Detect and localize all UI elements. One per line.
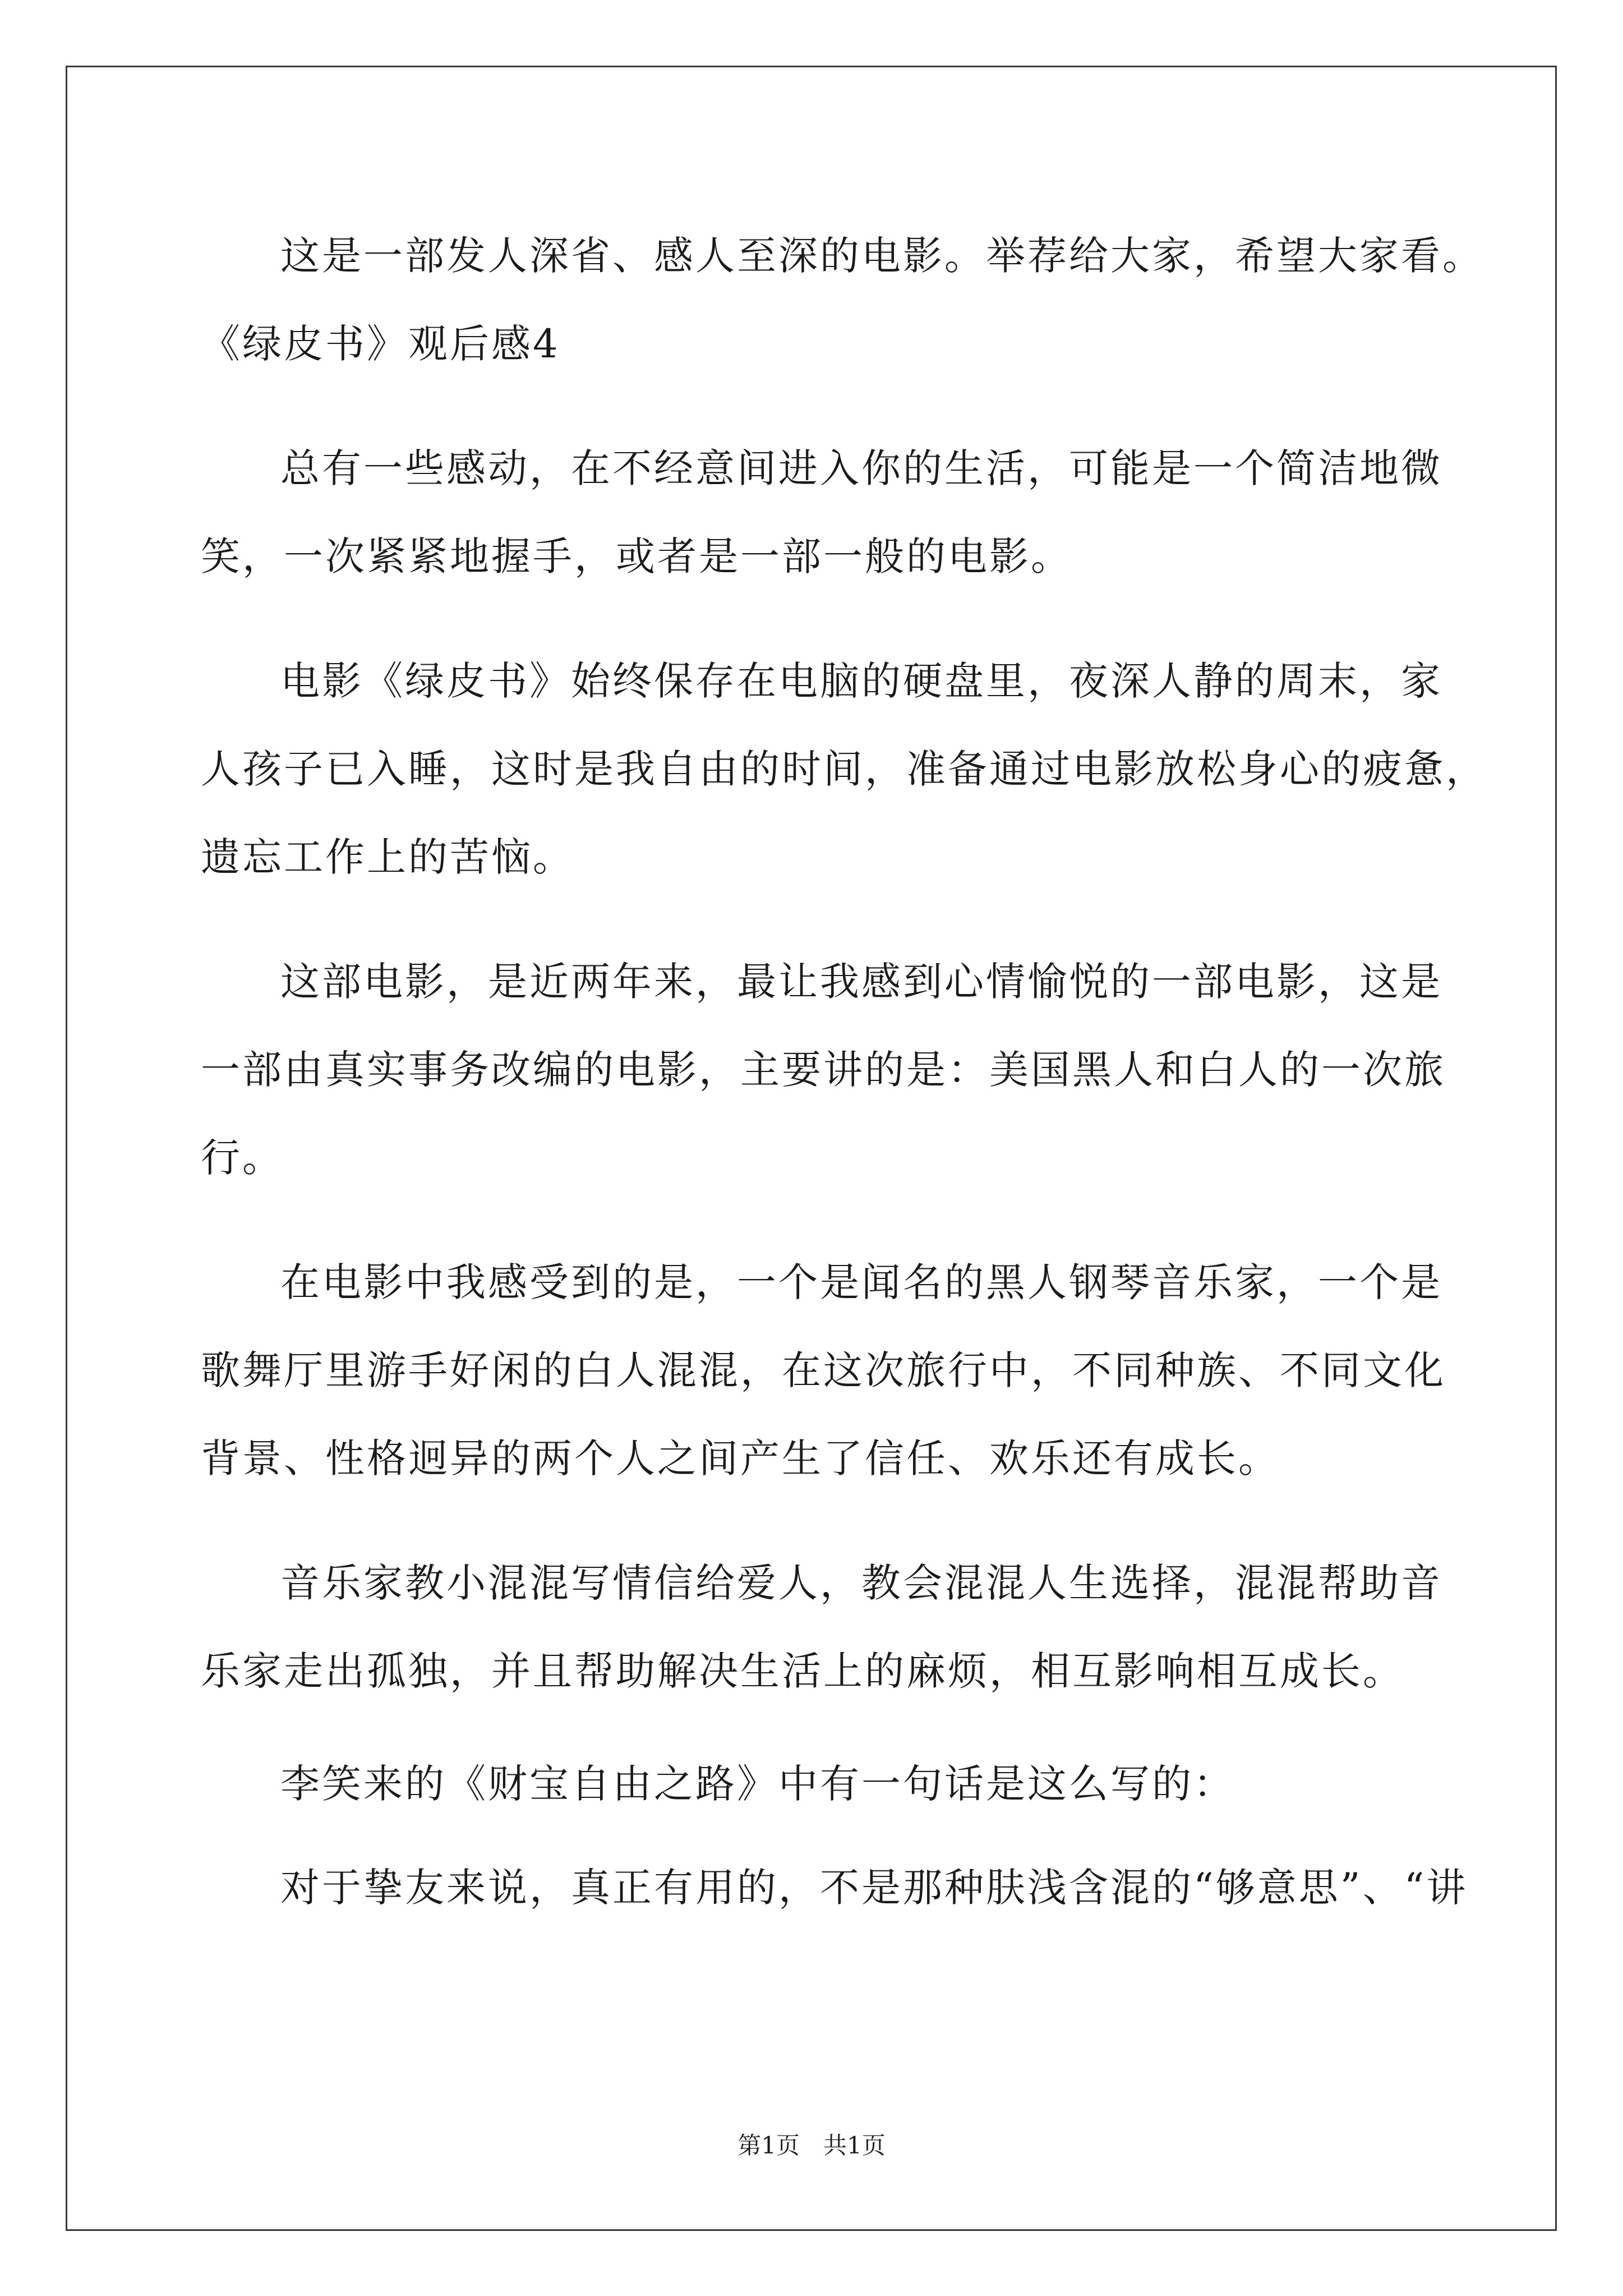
text-line: 这部电影，是近两年来，最让我感到心情愉悦的一部电影，这是 bbox=[280, 959, 1442, 1005]
text-line: 行。 bbox=[201, 1135, 284, 1181]
text-line: 一部由真实事务改编的电影，主要讲的是：美国黑人和白人的一次旅 bbox=[201, 1047, 1446, 1093]
text-line: 电影《绿皮书》始终保存在电脑的硬盘里，夜深人静的周末，家 bbox=[280, 658, 1442, 704]
text-line: 李笑来的《财宝自由之路》中有一句话是这么写的： bbox=[280, 1761, 1235, 1807]
text-line: 音乐家教小混混写情信给爱人，教会混混人生选择，混混帮助音 bbox=[280, 1560, 1442, 1606]
text-line: 在电影中我感受到的是，一个是闻名的黑人钢琴音乐家，一个是 bbox=[280, 1259, 1442, 1305]
page-footer: 第1页 共1页 bbox=[737, 2132, 886, 2159]
text-line: 对于挚友来说，真正有用的，不是那种肤浅含混的“够意思”、“讲 bbox=[280, 1865, 1468, 1911]
text-line: 人孩子已入睡，这时是我自由的时间，准备通过电影放松身心的疲惫， bbox=[201, 746, 1487, 792]
text-line: 总有一些感动，在不经意间进入你的生活，可能是一个简洁地微 bbox=[280, 445, 1442, 491]
section-heading: 《绿皮书》观后感4 bbox=[201, 321, 560, 367]
text-line: 乐家走出孤独，并且帮助解决生活上的麻烦，相互影响相互成长。 bbox=[201, 1648, 1404, 1694]
text-line: 遗忘工作上的苦恼。 bbox=[201, 834, 574, 880]
text-line: 笑，一次紧紧地握手，或者是一部一般的电影。 bbox=[201, 533, 1072, 579]
text-line: 背景、性格迥异的两个人之间产生了信任、欢乐还有成长。 bbox=[201, 1435, 1280, 1481]
text-line: 歌舞厅里游手好闲的白人混混，在这次旅行中，不同种族、不同文化 bbox=[201, 1347, 1446, 1393]
text-line: 这是一部发人深省、感人至深的电影。举荐给大家，希望大家看。 bbox=[280, 233, 1484, 279]
